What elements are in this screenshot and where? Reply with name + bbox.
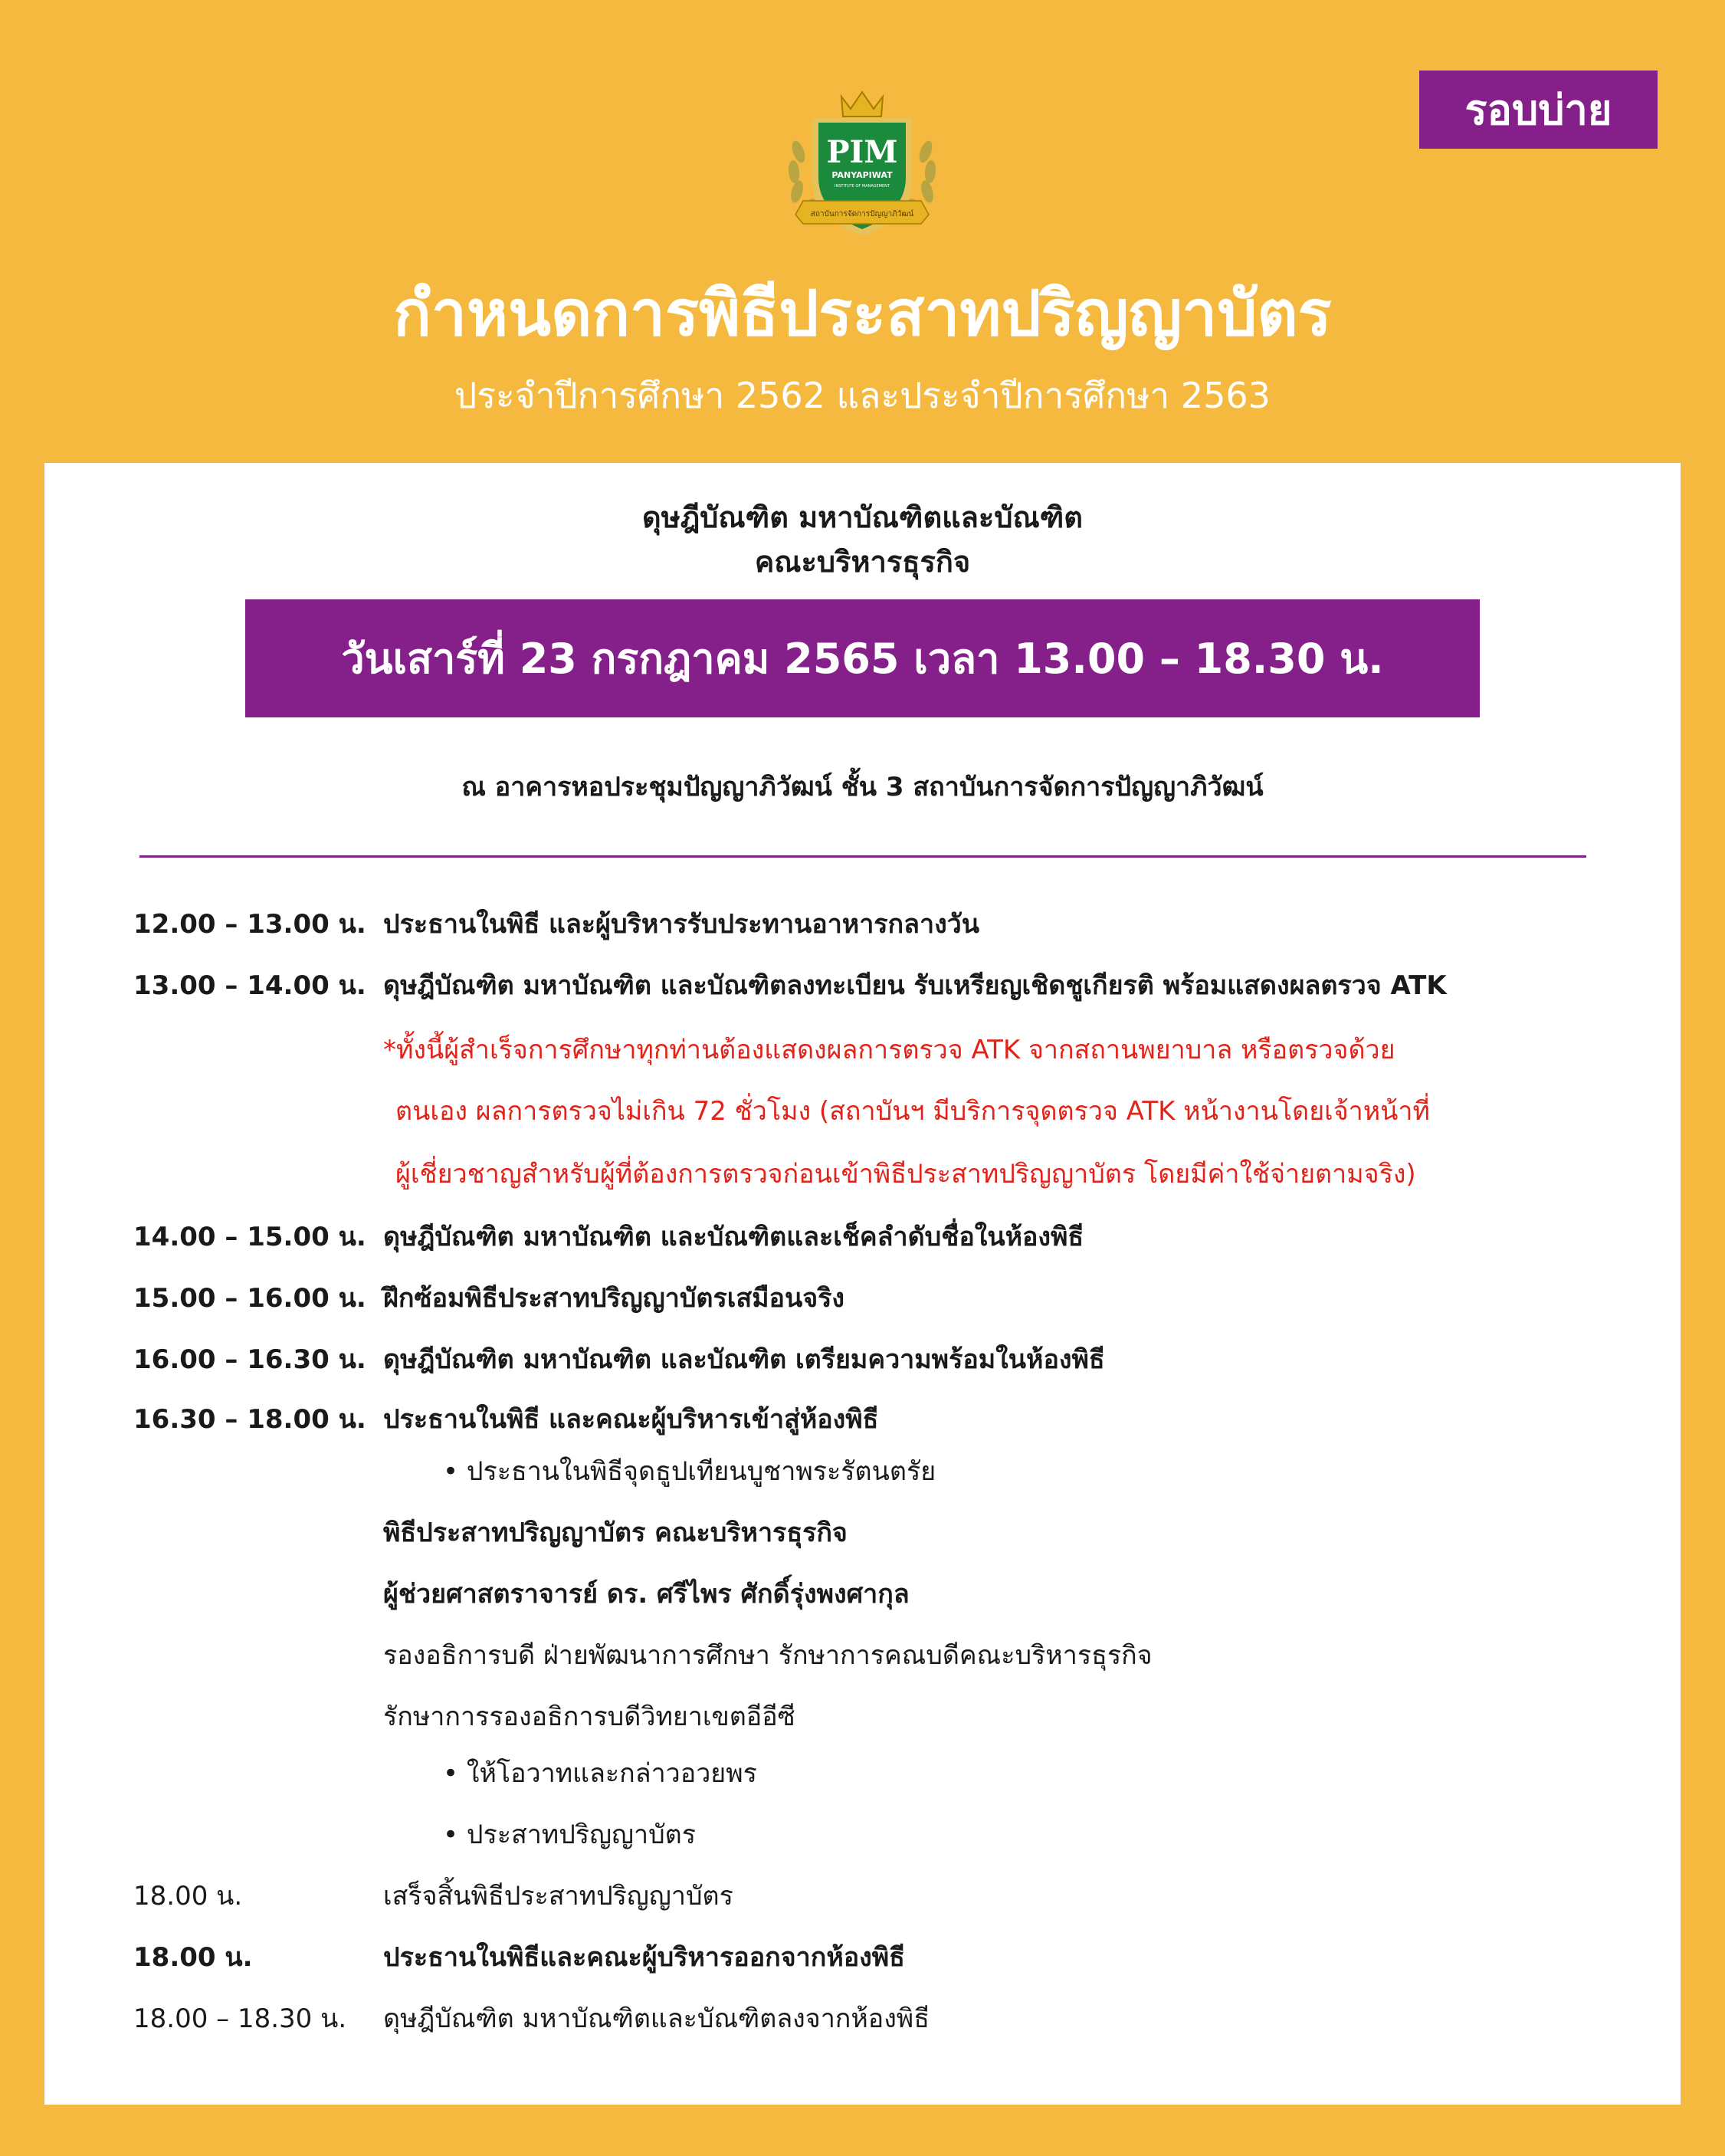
session-badge: รอบบ่าย [1419, 71, 1658, 149]
schedule-time: 12.00 – 13.00 น. [133, 909, 366, 940]
presider-name: ผู้ช่วยศาสตราจารย์ ดร. ศรีไพร ศักดิ์รุ่งพงศากุล [383, 1579, 910, 1610]
schedule-time: 16.00 – 16.30 น. [133, 1344, 366, 1375]
logo-ribbon-text: สถาบันการจัดการปัญญาภิวัฒน์ [810, 210, 914, 218]
schedule-subitem: • ให้โอวาทและกล่าวอวยพร [443, 1758, 757, 1789]
logo-text-small: INSTITUTE OF MANAGEMENT [835, 184, 890, 189]
logo-text-sub: PANYAPIWAT [831, 170, 893, 180]
schedule-item: ดุษฎีบัณฑิต มหาบัณฑิต และบัณฑิต เตรียมความพร้อมในห้องพิธี [383, 1344, 1105, 1375]
atk-note: *ทั้งนี้ผู้สำเร็จการศึกษาทุกท่านต้องแสดงผลการตรวจ ATK จากสถานพยาบาล หรือตรวจด้วย [383, 1035, 1395, 1065]
schedule-item: ดุษฎีบัณฑิต มหาบัณฑิตและบัณฑิตลงจากห้องพิธี [383, 2003, 930, 2034]
schedule-time: 16.30 – 18.00 น. [133, 1404, 366, 1435]
schedule-time: 18.00 – 18.30 น. [133, 2003, 347, 2034]
page-subtitle: ประจำปีการศึกษา 2562 และประจำปีการศึกษา 2563 [454, 375, 1271, 416]
schedule-item: ประธานในพิธีและคณะผู้บริหารออกจากห้องพิธี [383, 1942, 905, 1973]
schedule-item: ประธานในพิธี และผู้บริหารรับประทานอาหารกลางวัน [383, 909, 979, 940]
ceremony-title: พิธีประสาทปริญญาบัตร คณะบริหารธุรกิจ [383, 1518, 848, 1548]
page-title: กำหนดการพิธีประสาทปริญญาบัตร [393, 277, 1332, 350]
heading-degrees: ดุษฎีบัณฑิต มหาบัณฑิตและบัณฑิต [642, 500, 1083, 534]
schedule-item: ดุษฎีบัณฑิต มหาบัณฑิต และบัณฑิตและเช็คลำดับชื่อในห้องพิธี [383, 1222, 1084, 1252]
atk-note: ผู้เชี่ยวชาญสำหรับผู้ที่ต้องการตรวจก่อนเข้าพิธีประสาทปริญญาบัตร โดยมีค่าใช้จ่ายตามจริง) [395, 1159, 1416, 1190]
presider-position: รักษาการรองอธิการบดีวิทยาเขตอีอีซี [383, 1702, 795, 1732]
heading-faculty: คณะบริหารธุรกิจ [754, 545, 971, 579]
schedule-subitem: • ประสาทปริญญาบัตร [443, 1820, 697, 1850]
venue-text: ณ อาคารหอประชุมปัญญาภิวัฒน์ ชั้น 3 สถาบันการจัดการปัญญาภิวัฒน์ [461, 772, 1264, 802]
schedule-time: 18.00 น. [133, 1881, 243, 1912]
date-banner: วันเสาร์ที่ 23 กรกฎาคม 2565 เวลา 13.00 – 18.30 น. [245, 599, 1480, 717]
schedule-time: 15.00 – 16.00 น. [133, 1283, 366, 1314]
logo-text-main: PIM [826, 134, 898, 170]
schedule-time: 13.00 – 14.00 น. [133, 970, 366, 1001]
schedule-item: ฝึกซ้อมพิธีประสาทปริญญาบัตรเสมือนจริง [383, 1283, 844, 1314]
pim-logo [782, 86, 943, 247]
schedule-time: 14.00 – 15.00 น. [133, 1222, 366, 1252]
schedule-card [44, 463, 1681, 2105]
divider [139, 855, 1586, 858]
schedule-subitem: • ประธานในพิธีจุดธูปเทียนบูชาพระรัตนตรัย [443, 1456, 936, 1487]
schedule-item: ประธานในพิธี และคณะผู้บริหารเข้าสู่ห้องพิธี [383, 1404, 879, 1435]
schedule-item: ดุษฎีบัณฑิต มหาบัณฑิต และบัณฑิตลงทะเบียน รับเหรียญเชิดชูเกียรติ พร้อมแสดงผลตรวจ ATK [383, 970, 1447, 1001]
atk-note: ตนเอง ผลการตรวจไม่เกิน 72 ชั่วโมง (สถาบันฯ มีบริการจุดตรวจ ATK หน้างานโดยเจ้าหน้าที่ [395, 1096, 1430, 1127]
schedule-time: 18.00 น. [133, 1942, 253, 1973]
schedule-item: เสร็จสิ้นพิธีประสาทปริญญาบัตร [383, 1881, 733, 1912]
presider-position: รองอธิการบดี ฝ่ายพัฒนาการศึกษา รักษาการคณบดีคณะบริหารธุรกิจ [383, 1640, 1153, 1671]
